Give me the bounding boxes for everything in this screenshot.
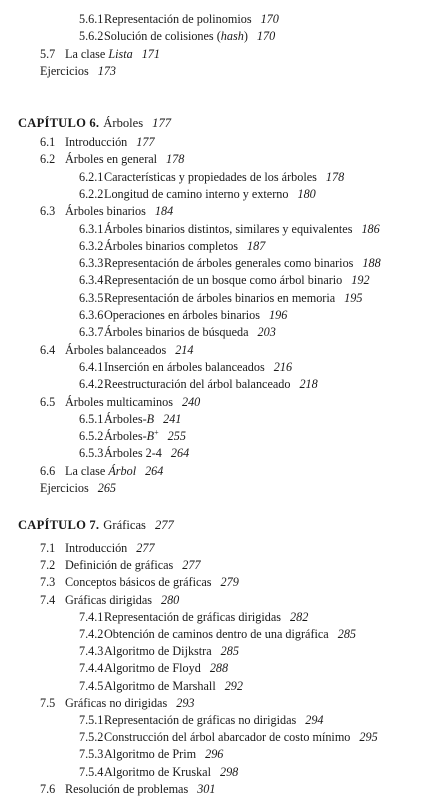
toc-entry-number: 7.3 <box>40 575 56 590</box>
toc-entry <box>79 29 275 43</box>
toc-entry-title: Ejercicios <box>40 63 89 78</box>
toc-entry <box>79 239 265 253</box>
toc-entry <box>79 222 380 236</box>
toc-entry-title: Características y propiedades de los árboles <box>104 169 317 184</box>
toc-entry <box>79 412 181 426</box>
toc-entry-number: 5.6.1 <box>79 12 104 26</box>
toc-entry-page: 203 <box>257 325 276 340</box>
toc-entry-page: 295 <box>359 730 378 745</box>
toc-entry-page: 173 <box>97 63 117 78</box>
toc-entry-number: 7.2 <box>40 558 56 573</box>
toc-entry <box>79 291 362 305</box>
toc-entry <box>40 204 173 218</box>
toc-entry-title: Algoritmo de Prim <box>104 747 197 762</box>
toc-entry-page: 170 <box>256 29 276 44</box>
toc-entry-number: 6.4.2 <box>79 377 104 392</box>
toc-entry-page: 301 <box>197 781 216 796</box>
toc-entry-title: Árboles 2-4 <box>104 446 162 461</box>
toc-entry-page: 280 <box>160 592 180 607</box>
chapter-page: 177 <box>152 116 172 130</box>
toc-entry <box>40 481 116 495</box>
toc-entry-page: 277 <box>136 541 155 555</box>
toc-entry-page: 216 <box>273 359 293 374</box>
toc-entry <box>79 360 292 374</box>
toc-entry-title: La clase Lista <box>65 46 133 61</box>
toc-entry-title: Árboles binarios completos <box>104 238 239 253</box>
toc-entry-number: 7.4 <box>40 592 56 607</box>
toc-entry-page: 265 <box>97 481 117 495</box>
toc-entry-title: Construcción del árbol abarcador de costo mínimo <box>104 730 351 745</box>
toc-entry <box>79 765 238 779</box>
toc-entry <box>40 464 163 478</box>
toc-entry <box>40 696 195 710</box>
toc-entry-page: 255 <box>167 429 186 444</box>
toc-entry-number: 6.5.1 <box>79 411 104 426</box>
toc-entry-number: 7.4.4 <box>79 661 104 676</box>
toc-entry-title: Operaciones en árboles binarios <box>104 308 261 322</box>
toc-entry <box>40 541 155 555</box>
toc-entry-page: 296 <box>205 747 224 762</box>
toc-entry <box>79 256 381 270</box>
toc-entry-number: 7.4.3 <box>79 644 104 659</box>
toc-entry-title: Inserción en árboles balanceados <box>104 359 265 374</box>
toc-entry-title: Algoritmo de Floyd <box>104 661 201 676</box>
toc-entry-number: 6.3.7 <box>79 325 104 340</box>
toc-entry-page: 187 <box>247 238 266 253</box>
toc-entry <box>79 644 239 658</box>
toc-entry-page: 285 <box>220 644 239 659</box>
toc-entry-title: La clase Árbol <box>65 463 137 478</box>
toc-entry-page: 178 <box>325 169 345 184</box>
toc-entry-title: Representación de árboles binarios en memoria <box>104 290 336 305</box>
toc-entry <box>79 713 324 727</box>
chapter-label: CAPÍTULO 6. <box>18 116 100 130</box>
toc-entry <box>79 377 318 391</box>
toc-entry-page: 292 <box>224 678 243 693</box>
toc-entry-title: Obtención de caminos dentro de una digráfica <box>104 627 329 641</box>
toc-entry-page: 285 <box>337 627 356 641</box>
toc-entry-page: 264 <box>145 463 164 478</box>
toc-entry-title: Representación de un bosque como árbol binario <box>104 273 343 288</box>
toc-entry <box>79 170 344 184</box>
toc-entry <box>40 558 201 572</box>
toc-entry <box>79 661 228 675</box>
toc-entry <box>79 610 308 624</box>
toc-entry-page: 171 <box>141 46 160 61</box>
toc-entry-page: 240 <box>181 394 201 409</box>
toc-entry-page: 196 <box>269 308 288 322</box>
toc-entry-title: Conceptos básicos de gráficas <box>65 575 212 590</box>
toc-entry-title: Árboles binarios distintos, similares y equivalentes <box>104 221 353 236</box>
chapter-page: 277 <box>154 518 174 532</box>
toc-entry-page: 279 <box>220 575 239 590</box>
toc-entry-title: Introducción <box>65 541 128 555</box>
toc-entry-number: 7.5.3 <box>79 747 104 762</box>
toc-entry-title: Representación de polinomios <box>104 12 252 26</box>
toc-entry-number: 7.5.1 <box>79 713 104 727</box>
toc-entry-title: Representación de árboles generales como binarios <box>104 256 354 271</box>
toc-entry-number: 7.4.2 <box>79 627 104 641</box>
toc-entry-number: 6.3.5 <box>79 290 104 305</box>
toc-entry <box>79 446 189 460</box>
toc-entry-page: 180 <box>297 186 316 201</box>
toc-entry-page: 218 <box>299 377 318 392</box>
toc-entry-page: 186 <box>361 221 380 236</box>
toc-entry <box>40 782 215 796</box>
toc-entry-title: Longitud de camino interno y externo <box>104 186 289 201</box>
toc-entry <box>79 273 370 287</box>
toc-entry-number: 6.2.1 <box>79 169 104 184</box>
toc-entry-page: 282 <box>290 609 309 624</box>
toc-entry-title: Ejercicios <box>40 481 89 495</box>
toc-entry <box>40 135 155 149</box>
chapter-heading <box>18 116 171 130</box>
toc-entry <box>79 12 279 26</box>
toc-entry-number: 6.3.3 <box>79 256 104 271</box>
toc-entry-number: 6.4 <box>40 342 56 357</box>
chapter-title: Árboles <box>103 116 144 130</box>
toc-entry-number: 5.6.2 <box>79 29 104 44</box>
toc-entry-number: 6.1 <box>40 135 56 149</box>
toc-entry <box>79 679 243 693</box>
toc-entry-number: 6.2.2 <box>79 186 104 201</box>
toc-entry <box>79 730 378 744</box>
toc-entry <box>40 152 184 166</box>
toc-entry-page: 264 <box>170 446 190 461</box>
toc-entry-number: 5.7 <box>40 46 56 61</box>
toc-entry-page: 214 <box>175 342 194 357</box>
toc-entry-title: Representación de gráficas dirigidas <box>104 609 281 624</box>
toc-entry-number: 7.1 <box>40 541 56 555</box>
toc-entry-title: Gráficas dirigidas <box>65 592 152 607</box>
toc-entry-title: Resolución de problemas <box>65 781 189 796</box>
toc-entry-title: Algoritmo de Marshall <box>104 678 216 693</box>
toc-entry-number: 7.6 <box>40 781 56 796</box>
toc-entry-title: Árboles multicaminos <box>65 394 173 409</box>
toc-entry-page: 178 <box>166 152 185 167</box>
toc-entry-title: Algoritmo de Kruskal <box>104 764 211 779</box>
toc-entry <box>40 593 179 607</box>
toc-entry <box>40 343 193 357</box>
toc-entry <box>40 64 116 78</box>
toc-entry-number: 6.6 <box>40 463 56 478</box>
toc-entry-page: 192 <box>351 273 370 288</box>
toc-entry-number: 7.5 <box>40 695 56 710</box>
toc-entry-page: 170 <box>260 12 279 26</box>
toc-entry-title: Solución de colisiones (hash) <box>104 29 248 44</box>
toc-entry-page: 177 <box>136 135 155 149</box>
toc-entry <box>40 47 160 61</box>
toc-entry-number: 6.3 <box>40 204 56 219</box>
toc-entry-number: 7.4.5 <box>79 678 104 693</box>
toc-entry-title: Árboles en general <box>65 152 158 167</box>
toc-entry-number: 6.3.4 <box>79 273 104 288</box>
toc-entry <box>79 429 186 443</box>
toc-entry <box>79 308 287 322</box>
toc-entry <box>40 575 239 589</box>
toc-entry-title: Representación de gráficas no dirigidas <box>104 713 297 727</box>
toc-entry-title: Gráficas no dirigidas <box>65 695 168 710</box>
toc-entry <box>79 187 316 201</box>
toc-entry-title: Introducción <box>65 135 128 149</box>
toc-entry-number: 6.2 <box>40 152 56 167</box>
toc-entry-title: Árboles-B <box>104 411 155 426</box>
toc-entry-number: 6.3.2 <box>79 238 104 253</box>
toc-entry-title: Definición de gráficas <box>65 558 174 573</box>
chapter-heading <box>18 518 174 532</box>
toc-entry-title: Algoritmo de Dijkstra <box>104 644 212 659</box>
toc-entry-number: 6.3.6 <box>79 308 104 322</box>
toc-entry-number: 6.5.2 <box>79 429 104 444</box>
toc-entry-title: Árboles balanceados <box>65 342 167 357</box>
toc-entry-title: Árboles-B+ <box>104 428 159 444</box>
toc-entry-page: 294 <box>305 713 324 727</box>
toc-entry-number: 7.4.1 <box>79 609 104 624</box>
toc-entry-page: 298 <box>219 764 239 779</box>
toc-entry <box>79 325 276 339</box>
toc-entry-page: 293 <box>176 695 195 710</box>
toc-entry-page: 277 <box>182 558 201 573</box>
toc-entry-page: 184 <box>154 204 174 219</box>
toc-entry <box>40 395 200 409</box>
toc-entry-number: 7.5.4 <box>79 764 104 779</box>
toc-entry-title: Reestructuración del árbol balanceado <box>104 377 291 392</box>
toc-entry-page: 188 <box>362 256 381 271</box>
toc-entry-number: 6.5.3 <box>79 446 104 461</box>
toc-entry-number: 7.5.2 <box>79 730 104 745</box>
chapter-label: CAPÍTULO 7. <box>18 518 100 532</box>
toc-entry-page: 241 <box>163 411 182 426</box>
toc-entry-page: 195 <box>344 290 363 305</box>
toc-entry-title: Árboles binarios <box>65 204 146 219</box>
toc-entry <box>79 627 356 641</box>
toc-entry-page: 288 <box>209 661 229 676</box>
chapter-title: Gráficas <box>103 518 146 532</box>
toc-entry <box>79 747 223 761</box>
toc-entry-number: 6.3.1 <box>79 221 104 236</box>
toc-entry-number: 6.5 <box>40 394 56 409</box>
toc-entry-number: 6.4.1 <box>79 359 104 374</box>
toc-entry-title: Árboles binarios de búsqueda <box>104 325 249 340</box>
